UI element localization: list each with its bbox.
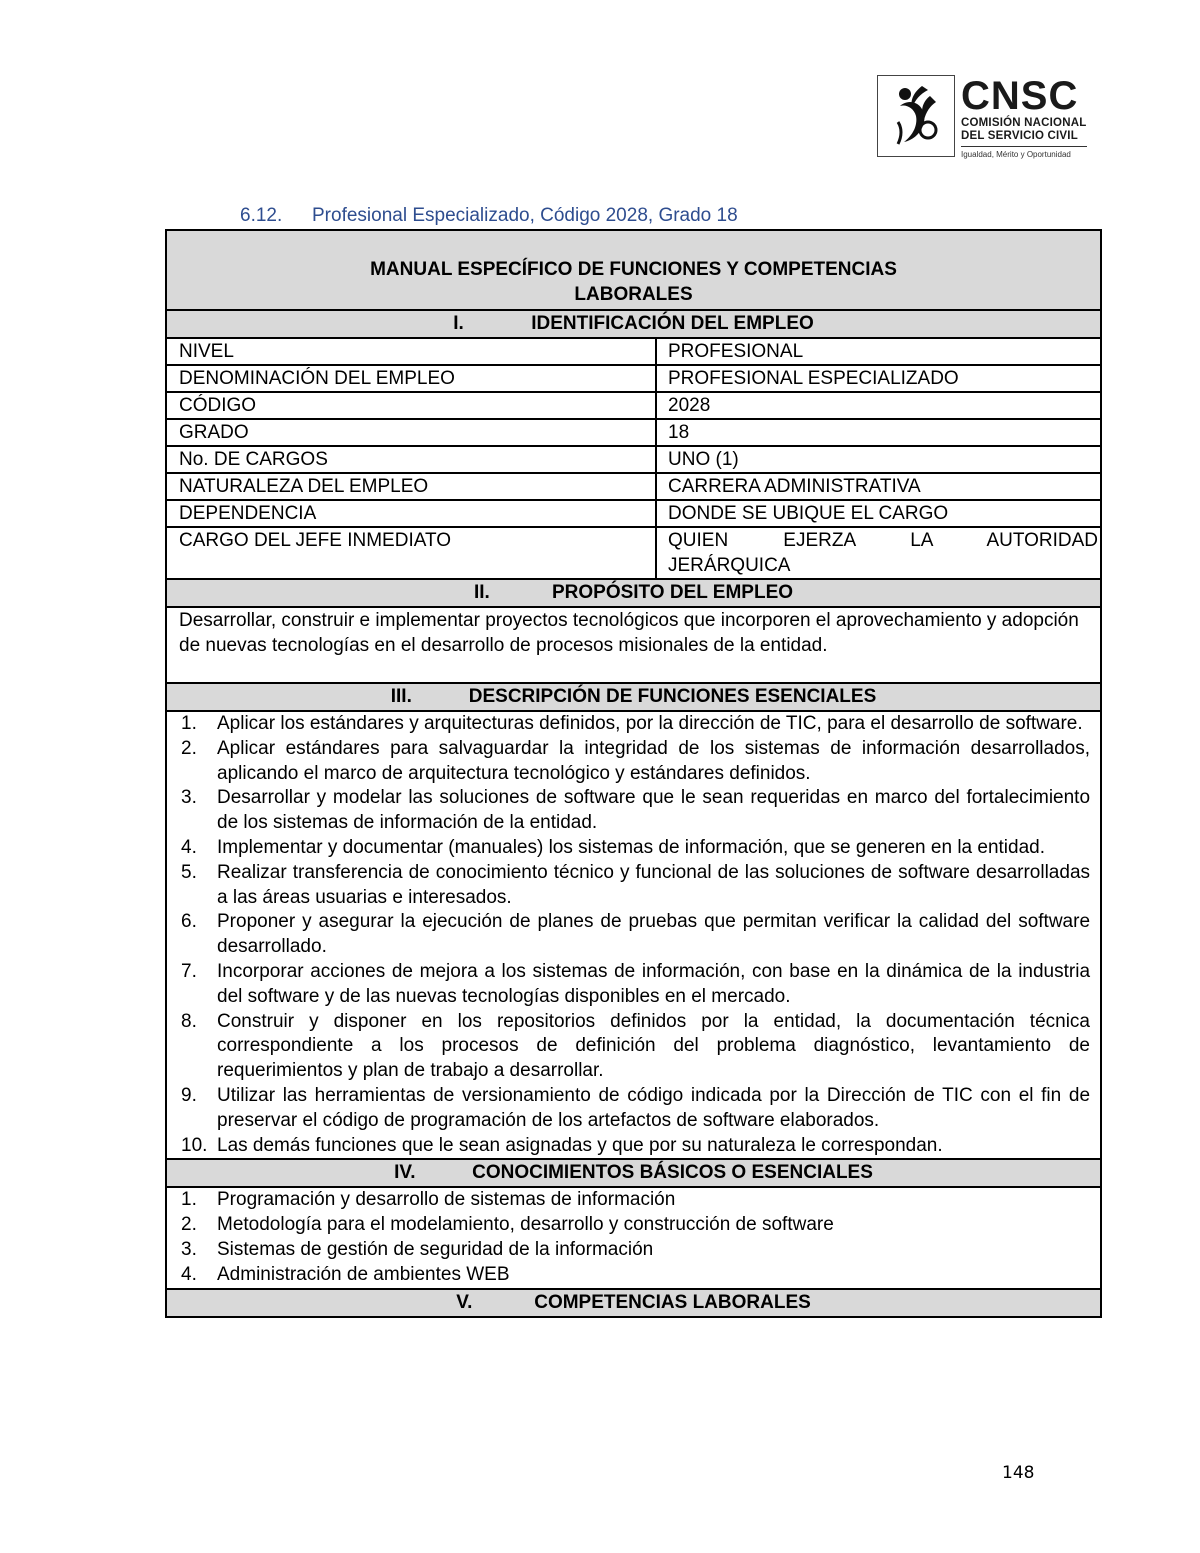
list-text: Implementar y documentar (manuales) los sistemas de información, que se generen en la entidad. <box>217 836 1045 858</box>
field-label: GRADO <box>166 419 656 446</box>
table-row <box>166 419 1101 446</box>
table-row <box>166 473 1101 500</box>
logo-line1: COMISIÓN NACIONAL <box>961 117 1087 129</box>
field-label: DENOMINACIÓN DEL EMPLEO <box>166 365 656 392</box>
purpose-text: Desarrollar, construir e implementar proyectos tecnológicos que incorporen el aprovechamiento y adopción de nuevas tecnologías en el desarrollo de procesos misionales de la entidad. <box>166 607 1101 683</box>
field-value: DONDE SE UBIQUE EL CARGO <box>656 500 1101 527</box>
heading-title: Profesional Especializado, Código 2028, Grado 18 <box>312 205 738 226</box>
field-label: No. DE CARGOS <box>166 446 656 473</box>
list-number: 3. <box>181 787 197 809</box>
list-item <box>181 836 1100 861</box>
list-text: Utilizar las herramientas de versionamiento de código indicada por la Dirección de TIC con el fin de preservar el código de programación de los artefactos de software elaborados. <box>217 1084 1091 1131</box>
list-number: 2. <box>181 1214 197 1236</box>
list-number: 4. <box>181 1263 197 1285</box>
list-text: Aplicar estándares para salvaguardar la integridad de los sistemas de información desarrollados, aplicando el marco de arquitectura tecnológico y estándares definidos. <box>217 737 1091 784</box>
list-text: Realizar transferencia de conocimiento técnico y funcional de las soluciones de software desarrolladas a las áreas usuarias e interesados. <box>217 861 1091 908</box>
field-value: PROFESIONAL ESPECIALIZADO <box>656 365 1101 392</box>
knowledge-list <box>181 1188 1100 1287</box>
section-title: IDENTIFICACIÓN DEL EMPLEO <box>531 313 814 334</box>
table-title-line2: LABORALES <box>574 284 693 305</box>
list-number: 1. <box>181 713 197 734</box>
section-heading <box>240 205 738 227</box>
logo-divider <box>961 146 1087 147</box>
section-roman: II. <box>473 582 490 603</box>
list-item <box>181 1134 1100 1159</box>
list-text: Programación y desarrollo de sistemas de información <box>217 1189 676 1211</box>
list-text: Desarrollar y modelar las soluciones de software que le sean requeridas en marco del fortalecimiento de los sistemas de información de la entidad. <box>217 787 1091 834</box>
section-header-competencies <box>166 1289 1101 1317</box>
field-value-line2: JERÁRQUICA <box>668 555 791 576</box>
list-number: 6. <box>181 911 197 933</box>
list-text: Las demás funciones que le sean asignadas y que por su naturaleza le correspondan. <box>217 1134 943 1156</box>
list-number: 2. <box>181 737 197 759</box>
list-number: 7. <box>181 960 197 982</box>
list-text: Incorporar acciones de mejora a los sistemas de información, con base en la dinámica de la industria del software y de las nuevas tecnologías disponibles en el mercado. <box>217 960 1091 1007</box>
list-item <box>181 737 1100 787</box>
field-value: 18 <box>656 419 1101 446</box>
list-number: 4. <box>181 836 197 858</box>
page-number: 148 <box>1002 1463 1035 1483</box>
section-header-purpose <box>166 579 1101 607</box>
field-value: UNO (1) <box>656 446 1101 473</box>
section-title: COMPETENCIAS LABORALES <box>534 1291 811 1313</box>
list-number: 1. <box>181 1189 197 1211</box>
list-item <box>181 960 1100 1010</box>
list-item <box>181 1188 1100 1213</box>
knowledge-list-cell <box>166 1187 1101 1288</box>
table-row <box>166 527 1101 579</box>
field-value <box>656 527 1101 579</box>
list-item <box>181 861 1100 911</box>
list-text: Proponer y asegurar la ejecución de planes de pruebas que permitan verificar la calidad del software desarrollado. <box>217 911 1091 958</box>
list-item <box>181 1263 1100 1288</box>
cnsc-logo <box>877 75 1093 162</box>
list-text: Construir y disponer en los repositorios definidos por la entidad, la documentación técnica correspondiente a los procesos de definición del problema diagnóstico, levantamiento de requerimientos y plan de trabajo a desarrollar. <box>217 1010 1091 1082</box>
list-text: Administración de ambientes WEB <box>217 1263 510 1285</box>
section-roman: V. <box>456 1291 473 1313</box>
field-value-line1: QUIEN EJERZA LA AUTORIDAD <box>668 530 1099 551</box>
table-row <box>166 338 1101 365</box>
field-label: NIVEL <box>166 338 656 365</box>
list-item <box>181 1213 1100 1238</box>
list-item <box>181 786 1100 836</box>
list-item <box>181 1238 1100 1263</box>
logo-line2: DEL SERVICIO CIVIL <box>961 130 1078 142</box>
table-title-line1: MANUAL ESPECÍFICO DE FUNCIONES Y COMPETENCIAS <box>370 259 897 280</box>
section-title: CONOCIMIENTOS BÁSICOS O ESENCIALES <box>472 1162 873 1184</box>
list-number: 9. <box>181 1084 197 1106</box>
section-title: DESCRIPCIÓN DE FUNCIONES ESENCIALES <box>468 686 877 707</box>
list-text: Metodología para el modelamiento, desarrollo y construcción de software <box>217 1214 834 1236</box>
list-item <box>181 1010 1100 1084</box>
list-text: Aplicar los estándares y arquitecturas definidos, por la dirección de TIC, para el desarrollo de software. <box>217 713 1083 734</box>
field-label: DEPENDENCIA <box>166 500 656 527</box>
section-roman: IV. <box>394 1162 416 1184</box>
section-header-identification <box>166 310 1101 338</box>
field-value: CARRERA ADMINISTRATIVA <box>656 473 1101 500</box>
logo-emblem-icon <box>877 75 955 157</box>
list-number: 5. <box>181 861 197 883</box>
table-title <box>166 230 1101 310</box>
list-number: 8. <box>181 1010 197 1032</box>
field-value: PROFESIONAL <box>656 338 1101 365</box>
heading-number: 6.12. <box>240 205 283 226</box>
list-number: 3. <box>181 1238 197 1260</box>
field-label: CARGO DEL JEFE INMEDIATO <box>166 527 656 579</box>
table-row <box>166 446 1101 473</box>
functions-manual-table <box>165 229 1102 1318</box>
logo-acronym: CNSC <box>961 74 1079 118</box>
field-label: CÓDIGO <box>166 392 656 419</box>
list-item <box>181 1084 1100 1134</box>
logo-text <box>961 75 1087 160</box>
table-row <box>166 392 1101 419</box>
section-roman: I. <box>453 313 464 334</box>
field-value: 2028 <box>656 392 1101 419</box>
list-item <box>181 712 1100 737</box>
logo-tagline: Igualdad, Mérito y Oportunidad <box>961 150 1071 159</box>
functions-list-cell <box>166 711 1101 1159</box>
list-text: Sistemas de gestión de seguridad de la información <box>217 1238 654 1260</box>
table-row <box>166 500 1101 527</box>
field-label: NATURALEZA DEL EMPLEO <box>166 473 656 500</box>
section-title: PROPÓSITO DEL EMPLEO <box>551 582 794 603</box>
section-header-functions <box>166 683 1101 711</box>
functions-list <box>181 712 1100 1158</box>
table-row <box>166 365 1101 392</box>
section-header-knowledge <box>166 1159 1101 1187</box>
list-item <box>181 910 1100 960</box>
list-number: 10. <box>181 1134 208 1156</box>
section-roman: III. <box>390 686 412 707</box>
